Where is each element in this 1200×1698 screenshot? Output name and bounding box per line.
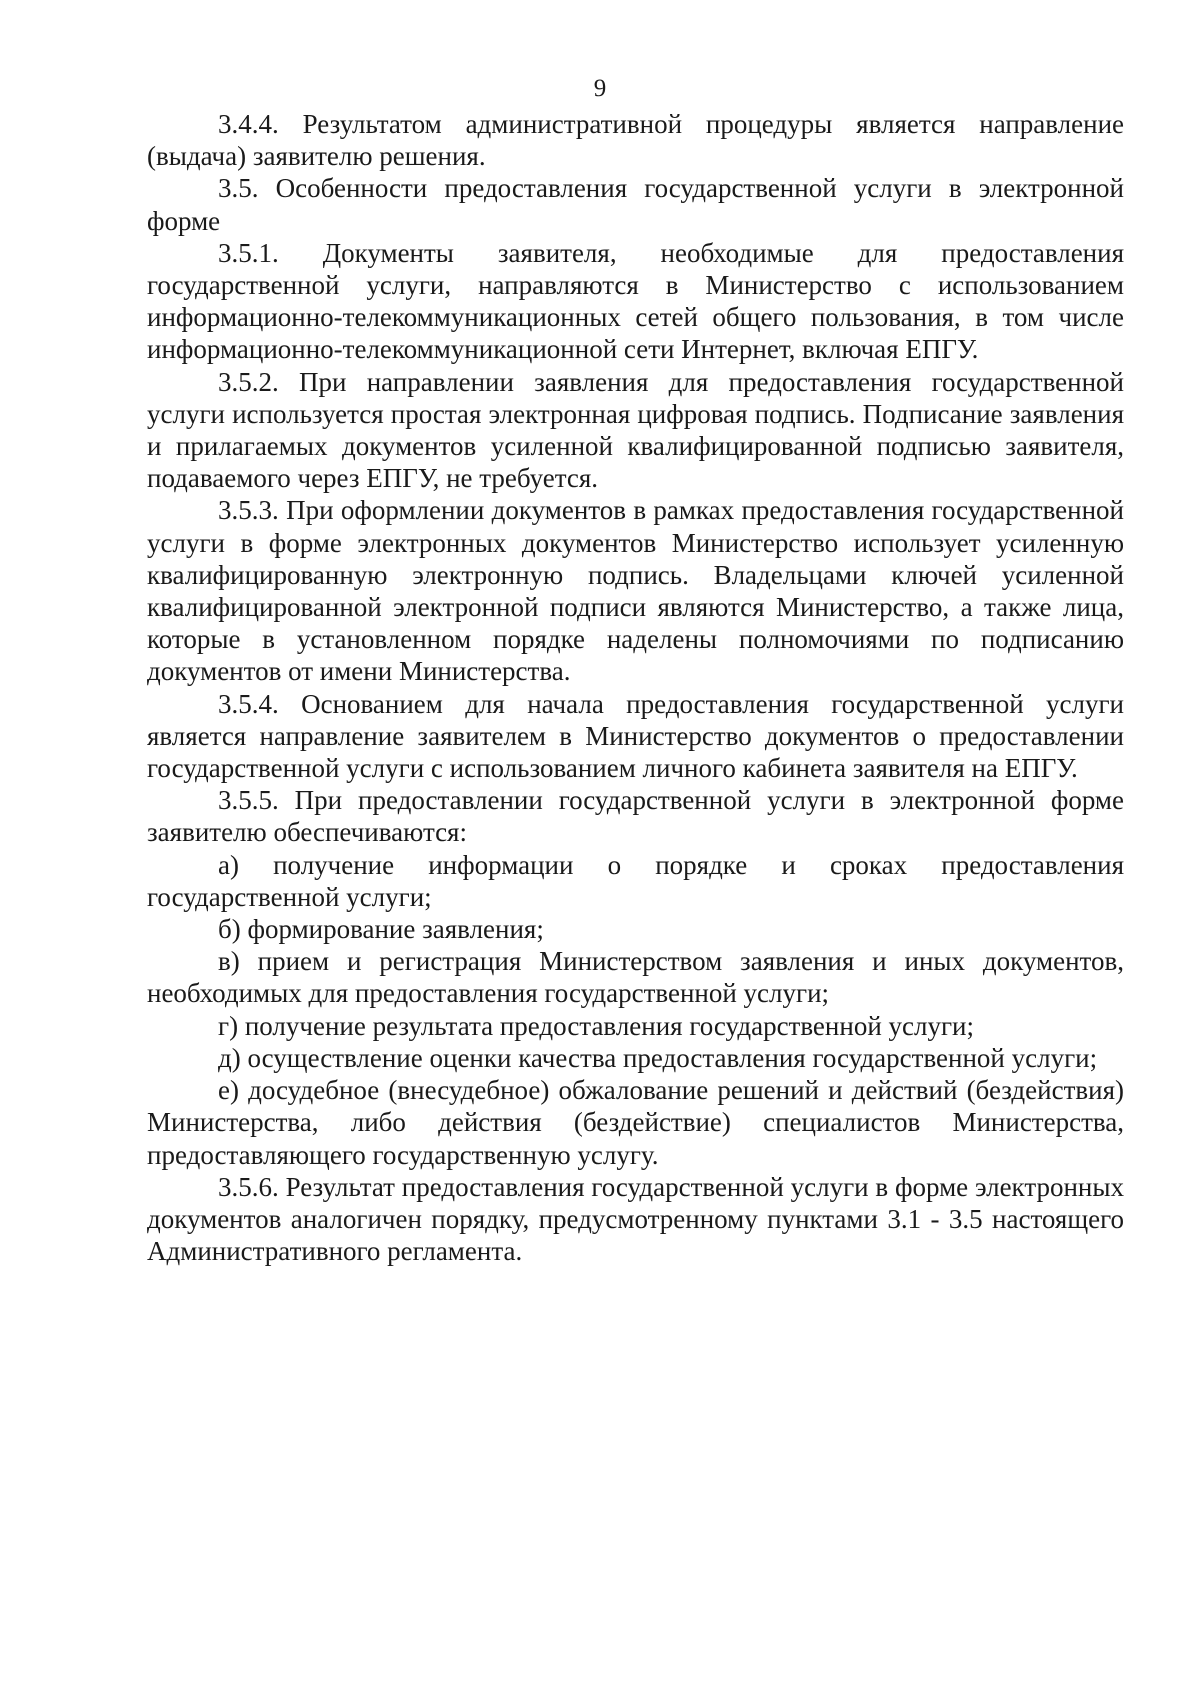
paragraph-3-5-4: 3.5.4. Основанием для начала предоставления государственной услуги является направление заявителем в Министерство документов о предоставлении государственной услуги с использованием личного кабинета заявителя на ЕПГУ. [147,688,1124,784]
paragraph-3-5-heading: 3.5. Особенности предоставления государственной услуги в электронной форме [147,173,1124,236]
list-item-g: г) получение результата предоставления государственной услуги; [218,1010,974,1041]
paragraph-3-5-6: 3.5.6. Результат предоставления государственной услуги в форме электронных документов аналогичен порядку, предусмотренному пунктами 3.1 - 3.5 настоящего Административного регламента. [147,1171,1124,1267]
list-item-a: а) получение информации о порядке и сроках предоставления государственной услуги; [147,849,1124,912]
page-number: 9 [593,75,607,102]
list-item-b: б) формирование заявления; [218,914,544,945]
document-body [147,108,1124,1267]
paragraph-3-5-1: 3.5.1. Документы заявителя, необходимые для предоставления государственной услуги, направляются в Министерство с использованием информационно-телекоммуникационных сетей общего пользования, в том числе информационно-телекоммуникационной сети Интернет, включая ЕПГУ. [147,237,1124,365]
paragraph-3-4-4: 3.4.4. Результатом административной процедуры является направление (выдача) заявителю решения. [147,109,1124,172]
list-item-v: в) прием и регистрация Министерством заявления и иных документов, необходимых для предоставления государственной услуги; [147,946,1124,1009]
paragraph-3-5-3: 3.5.3. При оформлении документов в рамках предоставления государственной услуги в форме электронных документов Министерство использует усиленную квалифицированную электронную подпись. Владельцами ключей усиленной квалифицированной электронной подписи являются Министерство, а также лица, которые в установленном порядке наделены полномочиями по подписанию документов от имени Министерства. [147,495,1124,687]
paragraph-3-5-2: 3.5.2. При направлении заявления для предоставления государственной услуги используется простая электронная цифровая подпись. Подписание заявления и прилагаемых документов усиленной квалифицированной подписью заявителя, подаваемого через ЕПГУ, не требуется. [147,366,1124,494]
paragraph-3-5-5: 3.5.5. При предоставлении государственной услуги в электронной форме заявителю обеспечиваются: [147,785,1124,848]
list-item-d: д) осуществление оценки качества предоставления государственной услуги; [218,1042,1098,1073]
list-item-e: е) досудебное (внесудебное) обжалование решений и действий (бездействия) Министерства, либо действия (бездействие) специалистов Министерства, предоставляющего государственную услугу. [147,1075,1124,1170]
